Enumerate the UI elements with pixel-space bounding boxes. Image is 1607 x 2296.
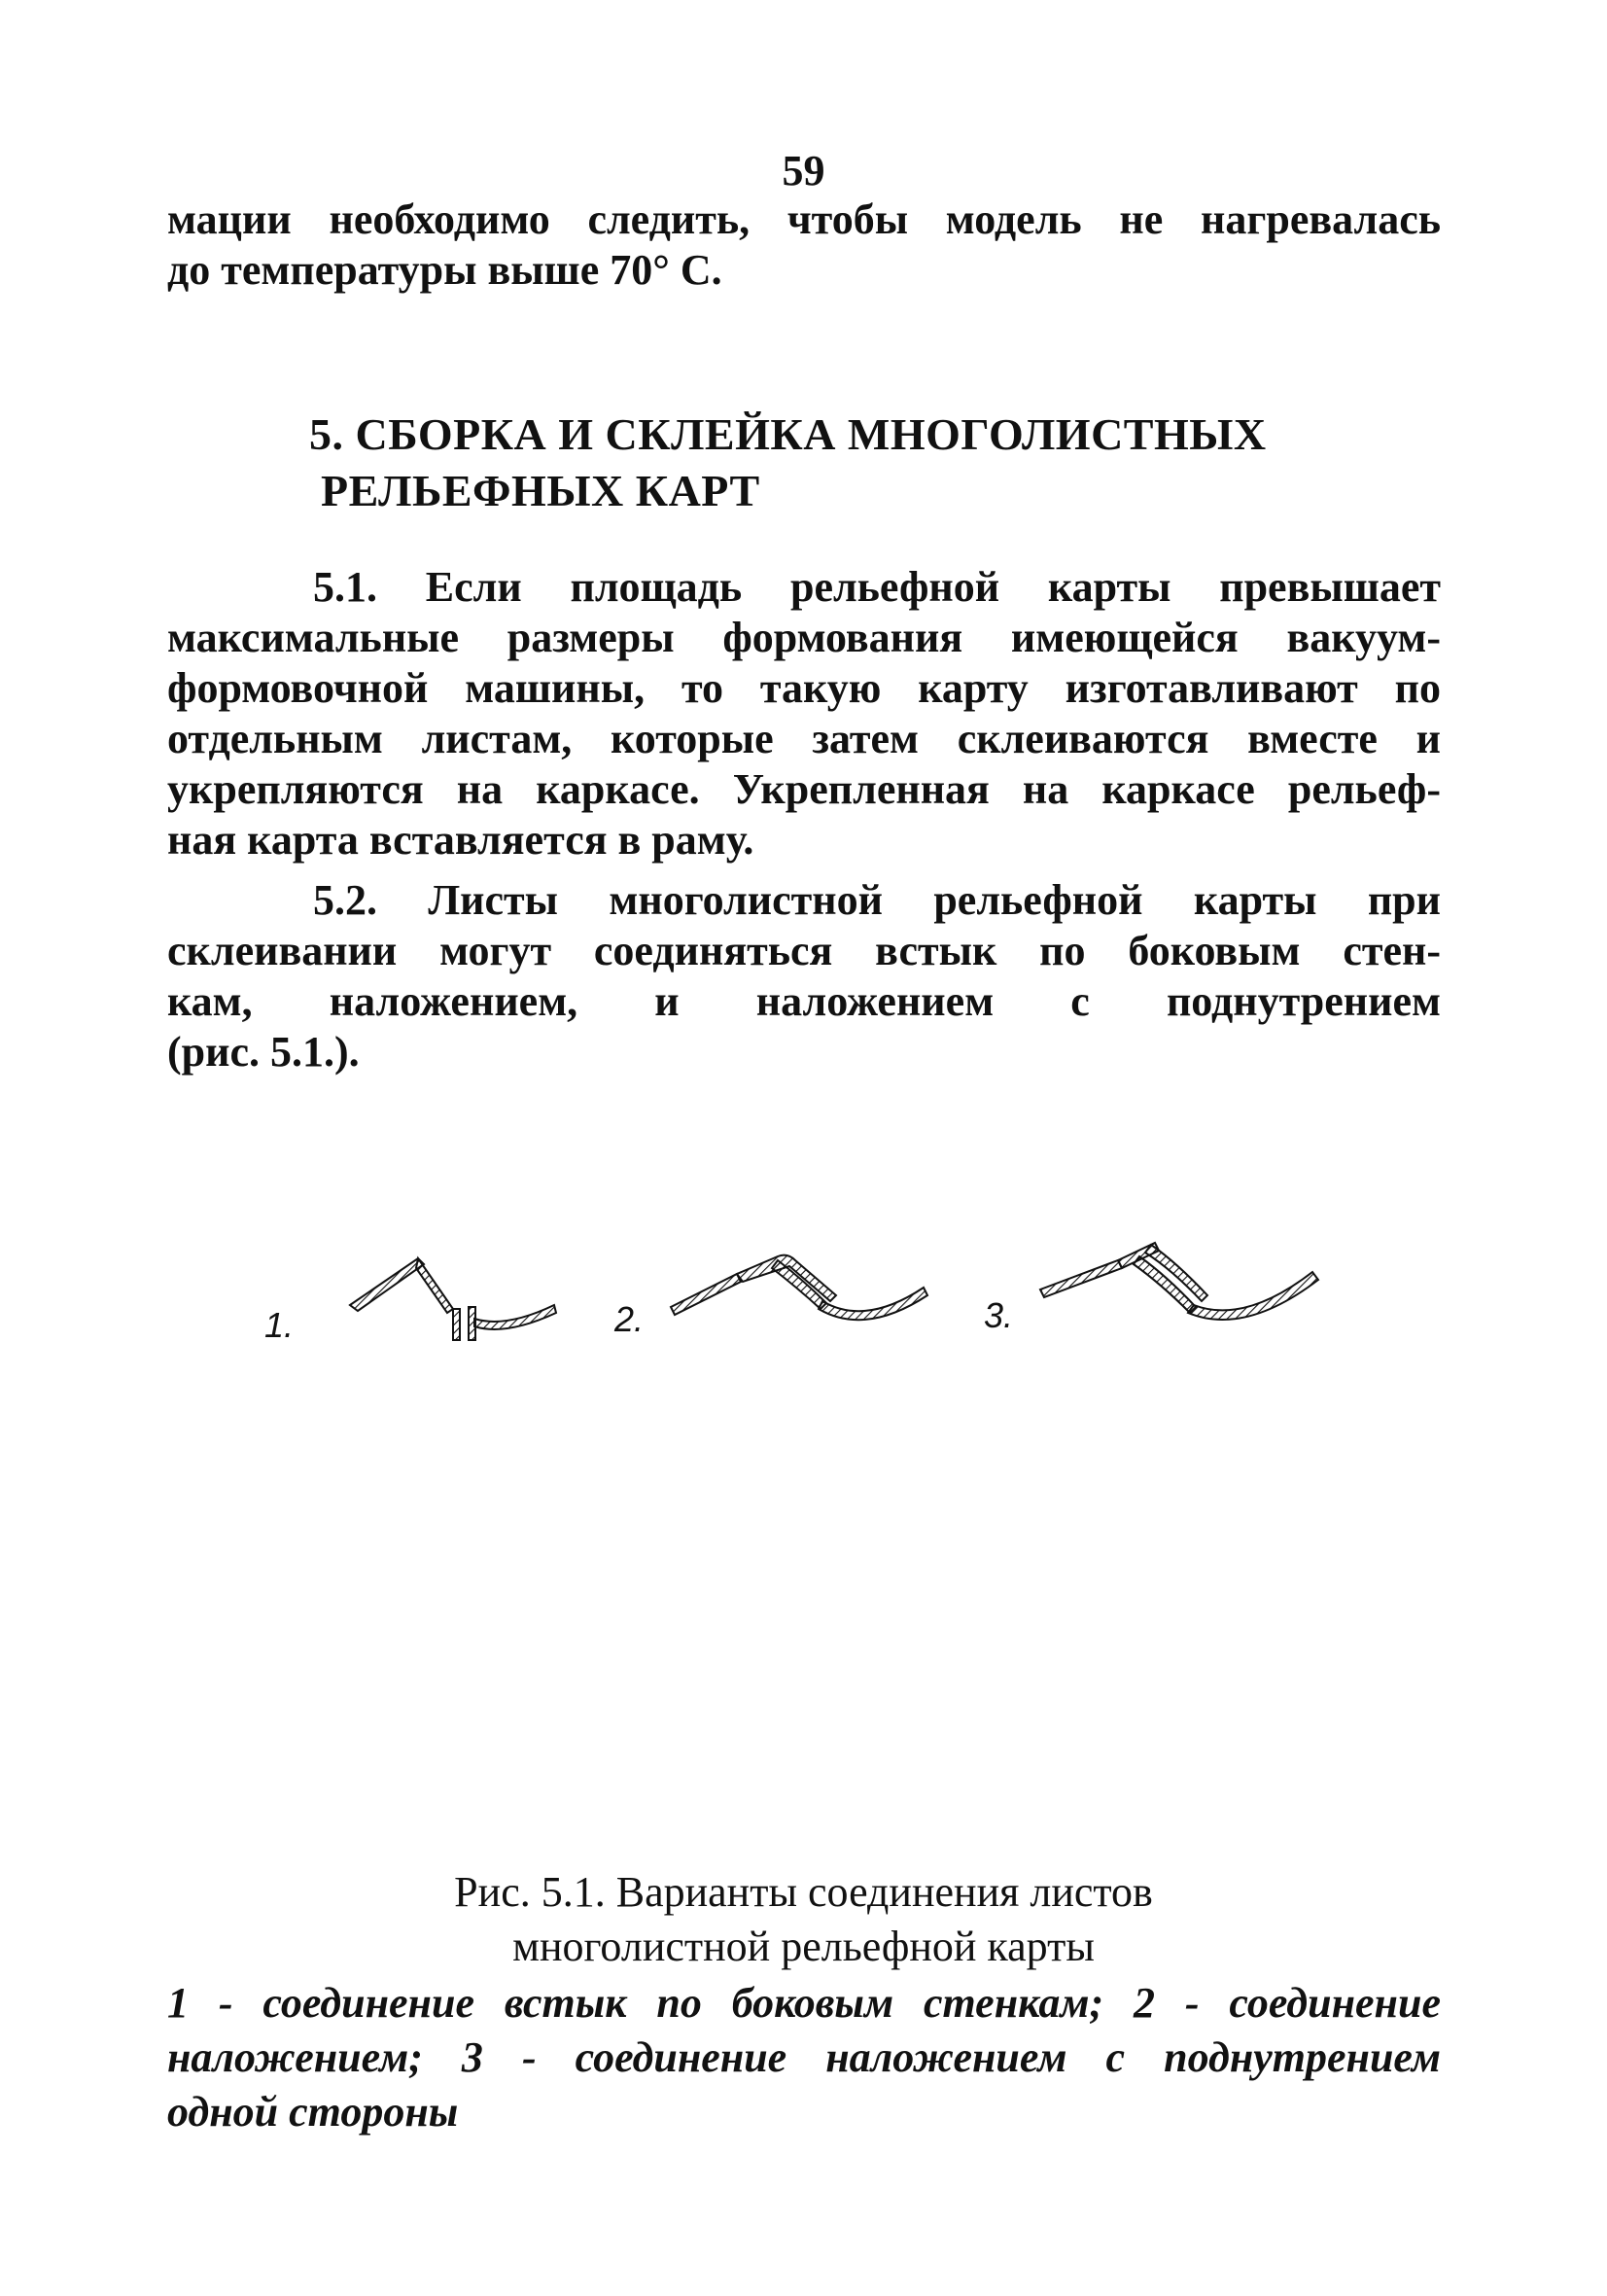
section-heading <box>309 406 1476 519</box>
paragraph-5-2 <box>167 875 1441 1077</box>
joint-butt-diagram <box>350 1258 556 1340</box>
paragraph-line: склеивании могут соединяться встык по боковым стен- <box>167 927 1441 974</box>
paragraph-line: (рис. 5.1.). <box>167 1028 360 1076</box>
paragraph-line: 5.2. Листы многолистной рельефной карты при <box>313 876 1441 924</box>
legend-line: наложением; 3 - соединение наложением с поднутрением <box>167 2033 1441 2081</box>
intro-line: до температуры выше 70° С. <box>167 246 722 294</box>
page-number: 59 <box>782 147 825 194</box>
joint-overlap-diagram <box>671 1255 927 1321</box>
paragraph-line: кам, наложением, и наложением с поднутрением <box>167 977 1441 1025</box>
paragraph-line: формовочной машины, то такую карту изготавливают по <box>167 664 1441 712</box>
paragraph-line: 5.1. Если площадь рельефной карты превышает <box>313 563 1441 611</box>
caption-line: Рис. 5.1. Варианты соединения листов <box>454 1868 1153 1916</box>
legend-line: одной стороны <box>167 2088 459 2136</box>
intro-text <box>167 194 1441 296</box>
joint-undercut-diagram <box>1040 1243 1318 1320</box>
paragraph-line: укрепляются на каркасе. Укрепленная на каркасе рельеф- <box>167 765 1441 813</box>
figure-label-3: 3. <box>984 1295 1014 1335</box>
paragraph-5-1 <box>167 562 1441 865</box>
heading-line: РЕЛЬЕФНЫХ КАРТ <box>321 466 760 515</box>
paragraph-line: отдельным листам, которые затем склеиваются вместе и <box>167 715 1441 762</box>
heading-line: 5. СБОРКА И СКЛЕЙКА МНОГОЛИСТНЫХ <box>309 409 1267 459</box>
legend-line: 1 - соединение встык по боковым стенкам; 2 - соединение <box>167 1979 1441 2027</box>
joint-diagrams <box>262 1235 1351 1371</box>
figure-caption-title <box>0 1865 1607 1974</box>
caption-line: многолистной рельефной карты <box>512 1923 1095 1970</box>
figure-label-1: 1. <box>264 1305 295 1345</box>
paragraph-line: максимальные размеры формования имеющейся вакуум- <box>167 614 1441 661</box>
paragraph-line: ная карта вставляется в раму. <box>167 816 754 864</box>
figure-caption-legend <box>167 1976 1441 2139</box>
figure-5-1 <box>262 1235 1351 1371</box>
figure-label-2: 2. <box>614 1299 645 1339</box>
intro-line: мации необходимо следить, чтобы модель не нагревалась <box>167 195 1441 243</box>
